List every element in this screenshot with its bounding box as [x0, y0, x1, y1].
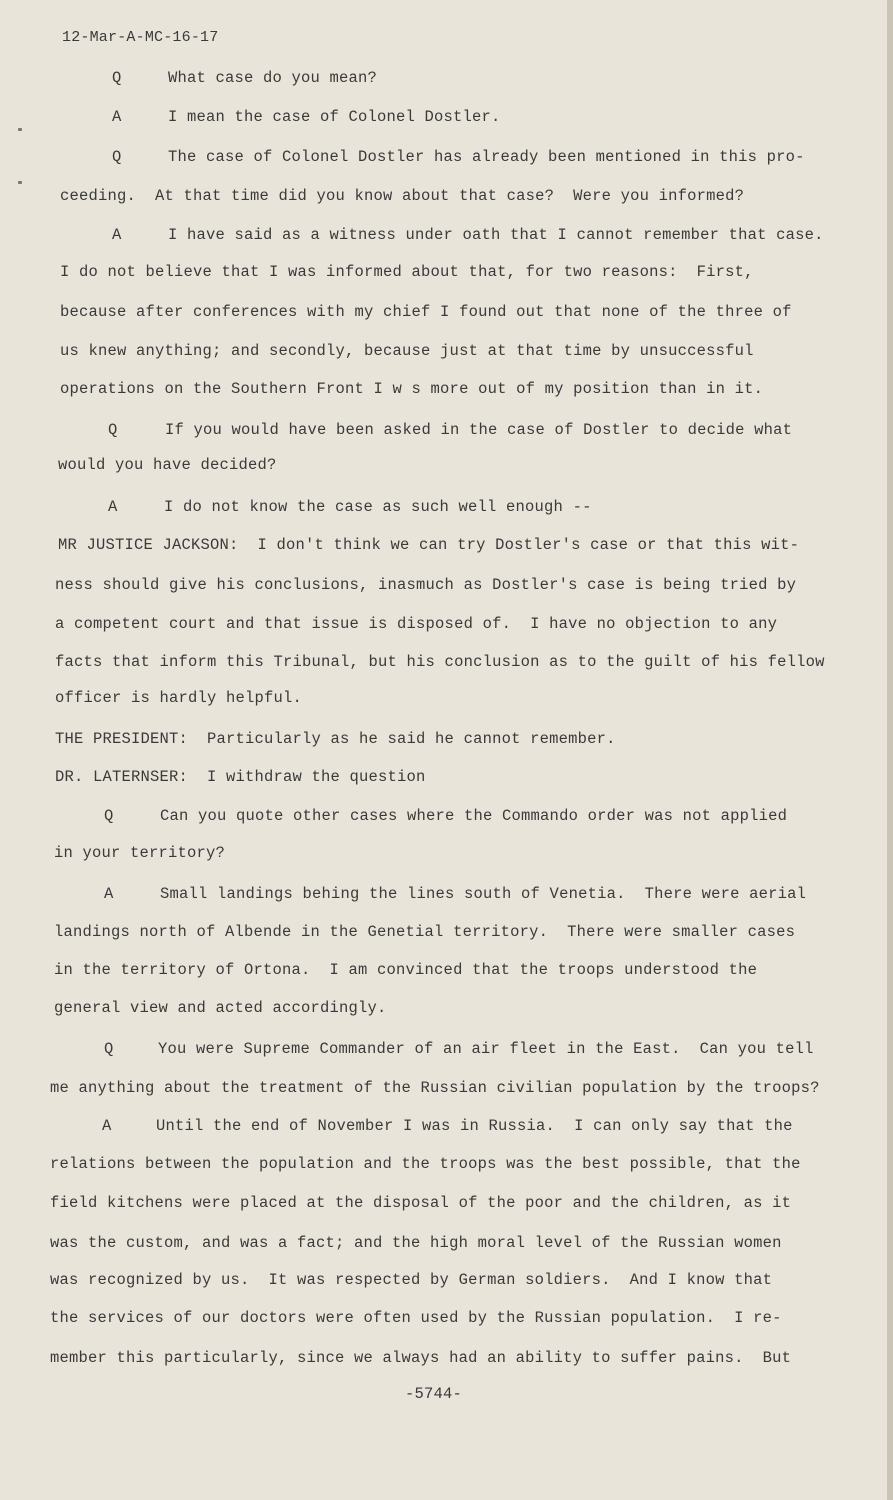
page-number: -5744- [405, 1385, 463, 1403]
speaker-label: Q [104, 1040, 114, 1058]
margin-mark [18, 128, 22, 131]
transcript-line: a competent court and that issue is disposed of. I have no objection to any [55, 615, 778, 633]
transcript-line: THE PRESIDENT: Particularly as he said he cannot remember. [55, 730, 616, 748]
speaker-label: A [104, 885, 114, 903]
transcript-line: field kitchens were placed at the disposal of the poor and the children, as it [50, 1194, 792, 1212]
transcript-line: in the territory of Ortona. I am convinced that the troops understood the [54, 961, 758, 979]
transcript-line: operations on the Southern Front I w s more out of my position than in it. [60, 380, 764, 398]
speaker-label: Q [108, 421, 118, 439]
speaker-label: A [108, 498, 118, 516]
transcript-line: was the custom, and was a fact; and the high moral level of the Russian women [50, 1234, 782, 1252]
transcript-line: us knew anything; and secondly, because just at that time by unsuccessful [60, 342, 754, 360]
speaker-label: Q [112, 148, 122, 166]
transcript-line: in your territory? [54, 844, 226, 862]
transcript-line: because after conferences with my chief I found out that none of the three of [60, 303, 792, 321]
transcript-line: I have said as a witness under oath that I cannot remember that case. [168, 226, 824, 244]
transcript-line: Small landings behing the lines south of Venetia. There were aerial [160, 885, 807, 903]
transcript-line: If you would have been asked in the case of Dostler to decide what [165, 421, 793, 439]
transcript-line: facts that inform this Tribunal, but his conclusion as to the guilt of his fellow [55, 653, 825, 671]
transcript-line: The case of Colonel Dostler has already been mentioned in this pro- [168, 148, 805, 166]
transcript-line: Until the end of November I was in Russia. I can only say that the [156, 1117, 793, 1135]
transcript-line: me anything about the treatment of the Russian civilian population by the troops? [50, 1079, 820, 1097]
transcript-line: officer is hardly helpful. [55, 689, 303, 707]
transcript-line: DR. LATERNSER: I withdraw the question [55, 768, 426, 786]
speaker-label: A [112, 226, 122, 244]
transcript-line: was recognized by us. It was respected by German soldiers. And I know that [50, 1271, 773, 1289]
transcript-line: would you have decided? [58, 456, 277, 474]
speaker-label: A [112, 108, 122, 126]
speaker-label: Q [112, 69, 122, 87]
transcript-line: ceeding. At that time did you know about that case? Were you informed? [60, 187, 745, 205]
speaker-label: Q [104, 807, 114, 825]
transcript-line: member this particularly, since we always had an ability to suffer pains. But [50, 1349, 792, 1367]
transcript-line: MR JUSTICE JACKSON: I don't think we can try Dostler's case or that this wit- [58, 536, 800, 554]
transcript-line: What case do you mean? [168, 69, 378, 87]
transcript-line: I mean the case of Colonel Dostler. [168, 108, 501, 126]
transcript-line: I do not believe that I was informed about that, for two reasons: First, [60, 263, 754, 281]
transcript-line: general view and acted accordingly. [54, 999, 387, 1017]
transcript-line: landings north of Albende in the Genetial territory. There were smaller cases [54, 923, 796, 941]
speaker-label: A [102, 1117, 112, 1135]
transcript-line: ness should give his conclusions, inasmuch as Dostler's case is being tried by [55, 576, 797, 594]
transcript-line: relations between the population and the troops was the best possible, that the [50, 1155, 801, 1173]
transcript-line: the services of our doctors were often used by the Russian population. I re- [50, 1309, 782, 1327]
transcript-line: You were Supreme Commander of an air fleet in the East. Can you tell [158, 1040, 814, 1058]
page-reference: 12-Mar-A-MC-16-17 [62, 29, 219, 46]
transcript-line: I do not know the case as such well enough -- [164, 498, 592, 516]
margin-mark [18, 181, 22, 184]
transcript-line: Can you quote other cases where the Commando order was not applied [160, 807, 788, 825]
